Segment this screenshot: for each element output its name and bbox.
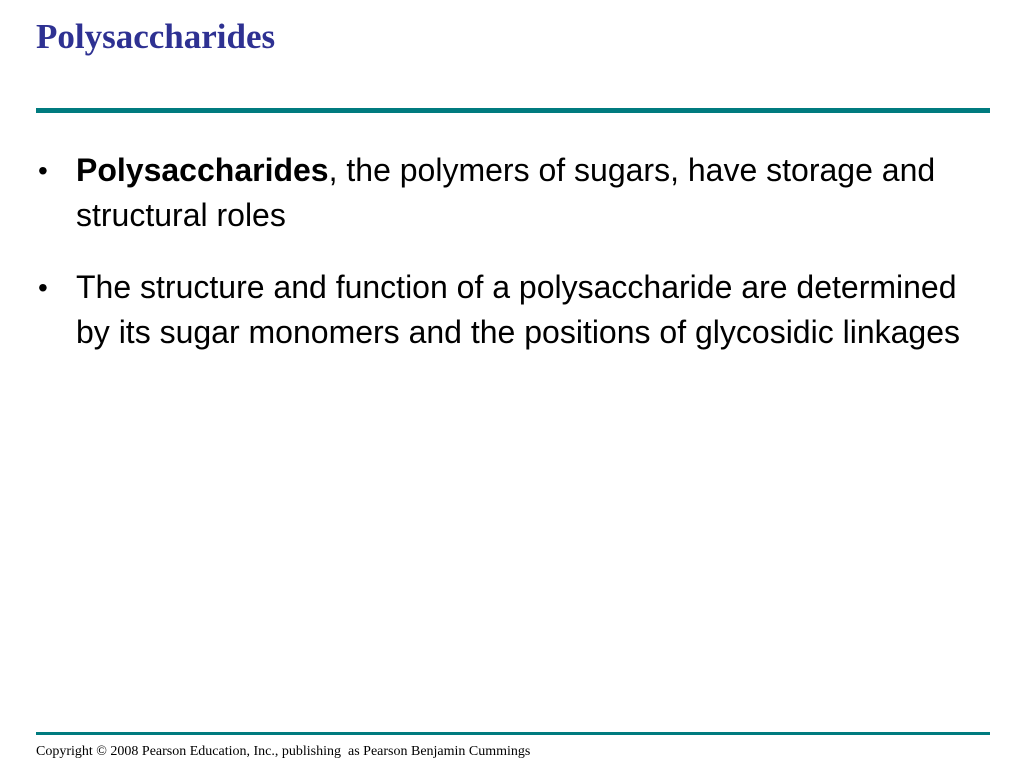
bullet-text: , the polymers of sugars, have storage and structural roles	[76, 152, 936, 233]
bullet-text: The structure and function of a polysaccharide are determined by its sugar monomers and the positions of glycosidic linkages	[76, 269, 960, 350]
bullet-term: Polysaccharides	[76, 152, 329, 188]
slide-title: Polysaccharides	[36, 17, 276, 56]
bullet-icon: •	[38, 155, 48, 186]
bullet-item	[36, 148, 986, 238]
title-divider	[36, 108, 990, 113]
bullet-item	[36, 265, 986, 355]
bullet-icon: •	[38, 272, 48, 303]
copyright-footer: Copyright © 2008 Pearson Education, Inc., publishing as Pearson Benjamin Cummings	[36, 744, 531, 759]
bullet-list	[36, 148, 986, 382]
footer-divider	[36, 732, 990, 735]
